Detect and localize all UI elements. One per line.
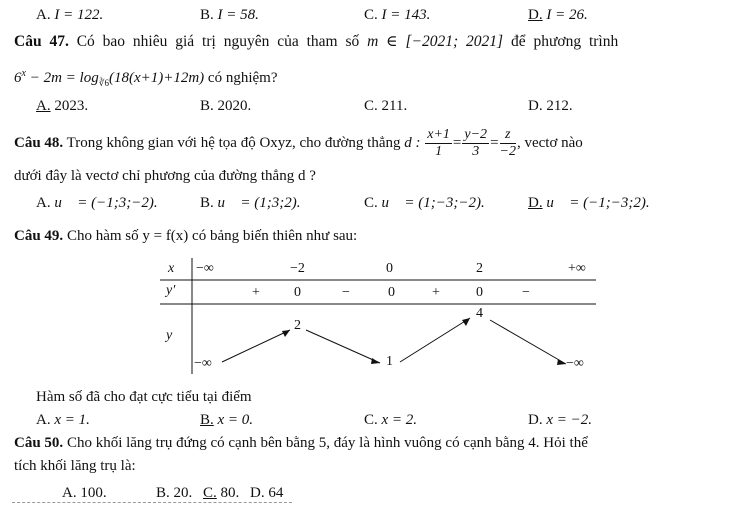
q49-option-a[interactable]: A. x = 1. xyxy=(36,412,90,428)
q47-option-d[interactable]: D. 212. xyxy=(528,98,573,114)
vt-sign-6: − xyxy=(522,285,530,300)
vt-x-1: −2 xyxy=(290,261,305,276)
vt-y-3: 4 xyxy=(476,306,483,321)
q46-option-d[interactable]: D. I = 26. xyxy=(528,7,588,23)
q48-frac-x: $\frac{x+1}{1}$ xyxy=(427,127,450,160)
vt-x-2: 0 xyxy=(386,261,393,276)
vt-x-4: +∞ xyxy=(568,261,586,276)
q48-stem-cont: dưới đây là vectơ chỉ phương của đường thẳng d ? xyxy=(14,168,316,184)
arrow-down-1 xyxy=(306,330,380,363)
q49-question: Hàm số đã cho đạt cực tiểu tại điểm xyxy=(36,389,252,405)
q48-option-d[interactable]: D. u⃗ = (−1;−3;2). xyxy=(528,195,650,211)
q50-option-d[interactable]: D. 64 xyxy=(250,485,284,501)
vt-y-0: −∞ xyxy=(194,356,212,371)
q49-stem: Câu 49. Cho hàm số y = f(x) có bảng biến thiên như sau: xyxy=(14,228,358,244)
q47-option-b[interactable]: B. 2020. xyxy=(200,98,252,114)
vt-y-2: 1 xyxy=(386,354,393,369)
q48-stem: Câu 48. Trong không gian với hệ tọa độ Oxyz, cho đường thẳng d : $\frac{x+1}{1}$ = $\frac{y-2}{3}$ = $\frac{z}{-2}$ , vectơ nào xyxy=(14,127,583,160)
q49-option-c[interactable]: C. x = 2. xyxy=(364,412,418,428)
q48-option-b[interactable]: B. u⃗ = (1;3;2). xyxy=(200,195,301,211)
vt-sign-3: 0 xyxy=(388,285,395,300)
q48-option-a[interactable]: A. u⃗ = (−1;3;−2). xyxy=(36,195,158,211)
vt-y-1: 2 xyxy=(294,318,301,333)
arrow-up-1 xyxy=(222,330,290,362)
q46-option-a[interactable]: A. I = 122. xyxy=(36,7,104,23)
q49-option-d[interactable]: D. x = −2. xyxy=(528,412,592,428)
q46-option-b[interactable]: B. I = 58. xyxy=(200,7,259,23)
q47-option-c[interactable]: C. 211. xyxy=(364,98,408,114)
q49-option-b[interactable]: B. x = 0. xyxy=(200,412,254,428)
vt-x-label: x xyxy=(168,261,175,276)
q50-option-b[interactable]: B. 20. xyxy=(156,485,193,501)
vt-yprime-label: y′ xyxy=(166,283,176,298)
vt-x-0: −∞ xyxy=(196,261,214,276)
q48-frac-y: $\frac{y-2}{3}$ xyxy=(464,127,488,160)
vt-sign-5: 0 xyxy=(476,285,483,300)
q50-option-c[interactable]: C. 80. xyxy=(203,485,240,501)
footer-divider xyxy=(12,502,292,504)
q48-frac-z: $\frac{z}{-2}$ xyxy=(499,127,516,160)
q50-stem-cont: tích khối lăng trụ là: xyxy=(14,458,136,474)
q50-option-a[interactable]: A. 100. xyxy=(62,485,107,501)
vt-y-label: y xyxy=(166,328,173,343)
arrow-up-2 xyxy=(400,318,470,362)
vt-sign-1: 0 xyxy=(294,285,301,300)
q47-equation: $6^x - 2m = \log_{∛6}(18(x+1)+12m)$ có nghiệm? xyxy=(14,68,278,88)
vt-sign-2: − xyxy=(342,285,350,300)
vt-x-3: 2 xyxy=(476,261,483,276)
arrow-down-2 xyxy=(490,320,566,364)
variation-table xyxy=(160,258,596,374)
vt-sign-4: + xyxy=(432,285,440,300)
variation-table-lines xyxy=(160,258,596,374)
vt-sign-0: + xyxy=(252,285,260,300)
q47-option-a[interactable]: A. 2023. xyxy=(36,98,89,114)
q50-stem: Câu 50. Cho khối lăng trụ đứng có cạnh bên bằng 5, đáy là hình vuông có cạnh bằng 4. Hỏi thể xyxy=(14,435,588,451)
q47-stem: Câu 47. Có bao nhiêu giá trị nguyên của tham số m ∈ [−2021; 2021] để phương trình xyxy=(14,33,619,50)
vt-y-4: −∞ xyxy=(566,356,584,371)
q46-option-c[interactable]: C. I = 143. xyxy=(364,7,431,23)
q48-option-c[interactable]: C. u⃗ = (1;−3;−2). xyxy=(364,195,485,211)
